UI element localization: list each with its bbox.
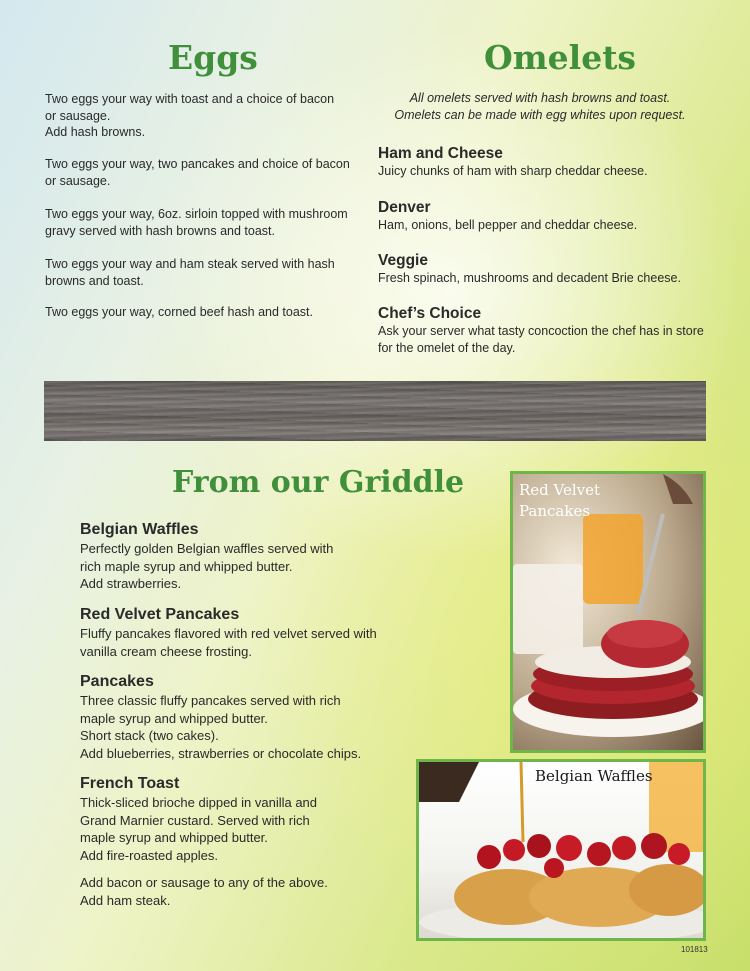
eggs-item: [45, 156, 365, 189]
eggs-item-line: Two eggs your way with toast and a choice of bacon: [45, 92, 335, 106]
griddle-item-line: Grand Marnier custard. Served with rich: [80, 812, 310, 828]
eggs-item-line: or sausage.: [45, 108, 111, 123]
eggs-item-line: Two eggs your way, 6oz. sirloin topped with mushroom: [45, 207, 348, 221]
omelet-name: Ham and Cheese: [378, 145, 503, 162]
red-velvet-photo-label-line: Red Velvet: [519, 481, 601, 499]
eggs-section-title: Eggs: [168, 38, 258, 77]
omelet-item: [378, 144, 708, 180]
griddle-item-line: Fluffy pancakes flavored with red velvet served with: [80, 626, 377, 641]
eggs-item-line: Two eggs your way and ham steak served with hash: [45, 257, 335, 271]
omelet-item: [378, 304, 708, 356]
griddle-item: [80, 774, 410, 864]
wood-divider: [44, 381, 706, 441]
griddle-item: [80, 605, 410, 660]
belgian-waffles-photo: [416, 759, 706, 941]
griddle-item-line: Three classic fluffy pancakes served with rich: [80, 693, 341, 708]
eggs-item: [45, 256, 365, 289]
griddle-addon-line: Add bacon or sausage to any of the above.: [80, 875, 328, 890]
belgian-waffles-photo-label: Belgian Waffles: [535, 767, 653, 785]
griddle-item-line: Perfectly golden Belgian waffles served with: [80, 541, 334, 556]
griddle-item-line: maple syrup and whipped butter.: [80, 830, 268, 845]
eggs-item: [45, 91, 365, 141]
omelets-intro-line: All omelets served with hash browns and toast.: [409, 91, 671, 105]
omelet-desc: Ask your server what tasty concoction the chef has in store: [378, 324, 704, 338]
omelet-desc: Fresh spinach, mushrooms and decadent Brie cheese.: [378, 271, 681, 285]
griddle-item-line: Add strawberries.: [80, 576, 182, 591]
belgian-waffles-illustration: [419, 762, 703, 938]
griddle-item-line: vanilla cream cheese frosting.: [80, 643, 252, 659]
eggs-item-line: Add hash browns.: [45, 125, 146, 139]
red-velvet-pancakes-photo: [510, 471, 706, 753]
omelet-desc: for the omelet of the day.: [378, 340, 516, 355]
eggs-item-line: or sausage.: [45, 173, 111, 188]
griddle-section-title: From our Griddle: [172, 465, 465, 500]
omelet-name: Chef’s Choice: [378, 305, 482, 322]
eggs-item-line: Two eggs your way, two pancakes and choice of bacon: [45, 157, 350, 171]
omelets-intro: [370, 90, 710, 124]
griddle-item-line: rich maple syrup and whipped butter.: [80, 558, 293, 574]
eggs-item: [45, 206, 365, 239]
red-velvet-photo-label: [519, 480, 639, 522]
griddle-item-line: Thick-sliced brioche dipped in vanilla and: [80, 795, 318, 810]
menu-code: 101813: [681, 945, 708, 954]
griddle-item-line: maple syrup and whipped butter.: [80, 710, 268, 726]
omelet-item: [378, 251, 708, 287]
omelet-desc: Ham, onions, bell pepper and cheddar cheese.: [378, 218, 638, 232]
omelets-intro-line: Omelets can be made with egg whites upon request.: [394, 108, 686, 122]
omelet-item: [378, 198, 708, 234]
eggs-item-line: browns and toast.: [45, 273, 144, 288]
eggs-item: [45, 304, 365, 321]
griddle-item: [80, 672, 410, 762]
griddle-item-name: French Toast: [80, 775, 180, 792]
griddle-item-line: Short stack (two cakes).: [80, 728, 219, 743]
omelet-name: Denver: [378, 199, 431, 216]
griddle-item-line: Add blueberries, strawberries or chocolate chips.: [80, 745, 362, 761]
omelets-section-title: Omelets: [484, 38, 637, 77]
omelet-desc: Juicy chunks of ham with sharp cheddar cheese.: [378, 164, 648, 178]
griddle-addons: [80, 874, 410, 909]
griddle-item-name: Red Velvet Pancakes: [80, 606, 240, 623]
omelet-name: Veggie: [378, 252, 428, 269]
eggs-item-line: Two eggs your way, corned beef hash and toast.: [45, 305, 313, 319]
griddle-addon-line: Add ham steak.: [80, 892, 171, 908]
griddle-item-name: Pancakes: [80, 673, 154, 690]
griddle-item: [80, 520, 410, 593]
eggs-item-line: gravy served with hash browns and toast.: [45, 223, 275, 238]
griddle-item-line: Add fire-roasted apples.: [80, 847, 219, 863]
griddle-item-name: Belgian Waffles: [80, 521, 199, 538]
red-velvet-photo-label-line: Pancakes: [519, 502, 591, 520]
